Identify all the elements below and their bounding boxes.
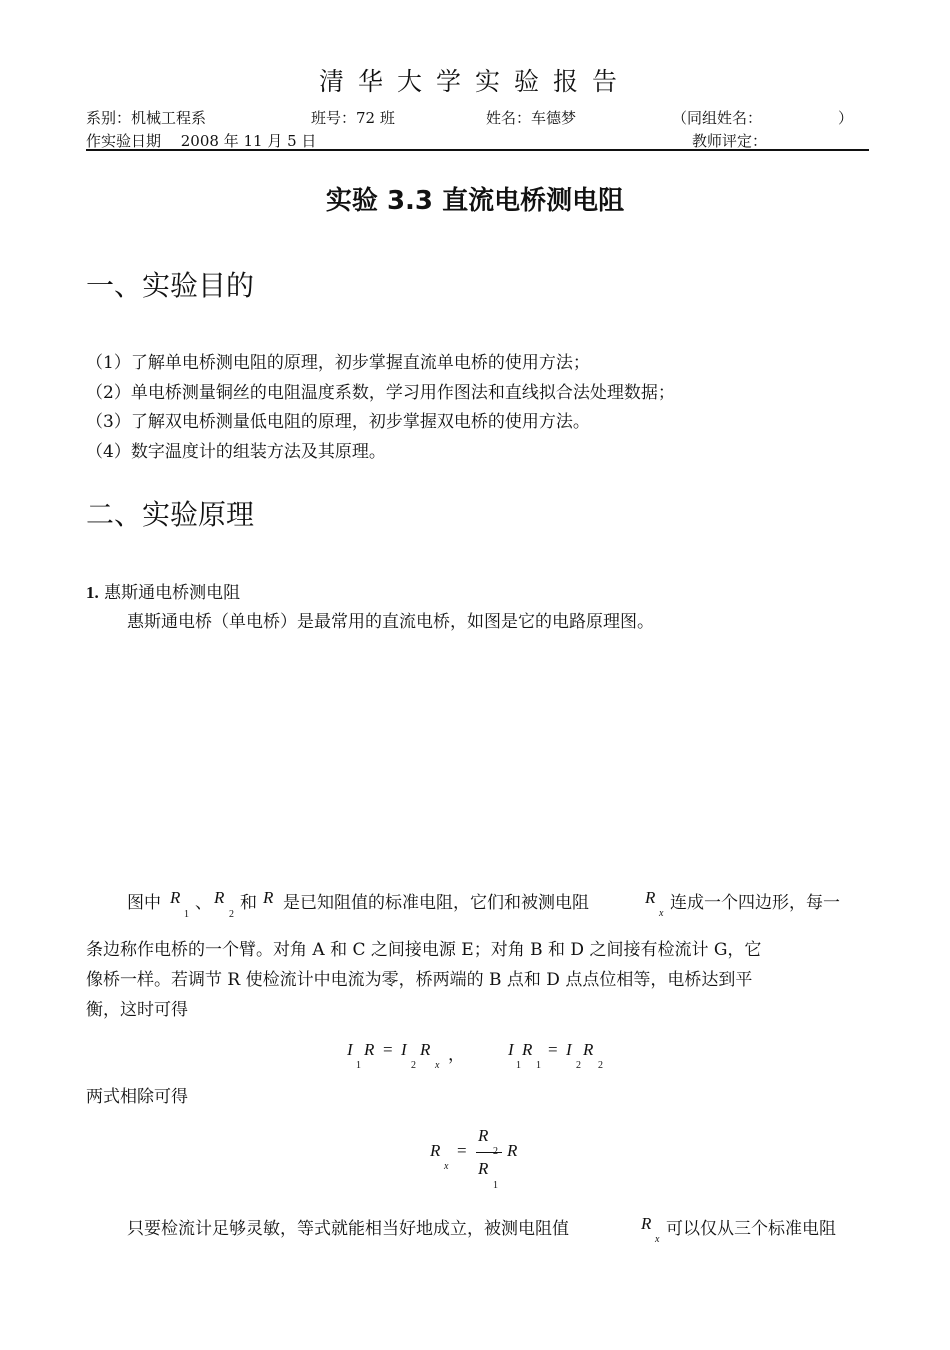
subsection-number: 1.: [86, 583, 99, 602]
para2-text-b: 可以仅从三个标准电阻: [666, 1219, 836, 1239]
eq2-I-sub: 1: [516, 1060, 521, 1071]
sym-Rx-sub: x: [659, 908, 664, 919]
name-label: 姓名：车德梦: [486, 109, 577, 127]
teacher-label: 教师评定：: [692, 132, 768, 150]
purpose-item-2: （2）单电桥测量铜丝的电阻温度系数，学习用作图法和直线拟合法处理数据；: [86, 383, 675, 403]
date-label: 作实验日期 2008 年 11 月 5 日: [86, 132, 317, 150]
subsection-heading: [86, 578, 240, 603]
eq1-Rx: R: [420, 1040, 431, 1059]
para1-text-e: 连成一个四边形，每一: [670, 893, 840, 913]
eq1-I1: I: [347, 1040, 353, 1059]
sym-Rx-2: R: [641, 1214, 652, 1233]
group-label: （同组姓名：: [672, 109, 763, 127]
eq2-R2-sub: 2: [598, 1060, 603, 1071]
intro-paragraph: 惠斯通电桥（单电桥）是最常用的直流电桥，如图是它的电路原理图。: [127, 612, 654, 632]
eq-separator: ，: [448, 1045, 465, 1064]
section-heading-purpose: 一、实验目的: [86, 269, 255, 302]
eq3-Rx-sub: x: [444, 1161, 449, 1172]
eq2-equals: =: [548, 1040, 558, 1059]
eq1-R: R: [364, 1040, 375, 1059]
eq2-R1: R: [522, 1040, 533, 1059]
eq3-num-R2: R: [478, 1126, 489, 1145]
header-rule: [86, 149, 869, 151]
eq3-den-R1-sub: 1: [493, 1180, 498, 1191]
eq2-R2: R: [583, 1040, 594, 1059]
eq3-num-R2-sub: 2: [493, 1146, 498, 1157]
para2-text-a: 只要检流计足够灵敏，等式就能相当好地成立，被测电阻值: [127, 1219, 569, 1239]
eq1-I2: I: [401, 1040, 407, 1059]
eq2-I: I: [508, 1040, 514, 1059]
class-label: 班号：72 班: [311, 109, 395, 127]
eq2-R1-sub: 1: [536, 1060, 541, 1071]
para1-line2: 条边称作电桥的一个臂。对角 A 和 C 之间接电源 E；对角 B 和 D 之间接有检流计 G，它: [86, 940, 762, 960]
sym-Rx-2-sub: x: [655, 1234, 660, 1245]
eq1-I1-sub: 1: [356, 1060, 361, 1071]
eq2-I2: I: [566, 1040, 572, 1059]
section-heading-principle: 二、实验原理: [86, 498, 255, 531]
purpose-item-4: （4）数字温度计的组装方法及其原理。: [86, 442, 386, 462]
divide-text: 两式相除可得: [86, 1087, 188, 1107]
experiment-title: 实验 3.3 直流电桥测电阻: [325, 186, 625, 216]
para1-text-b: 、: [195, 893, 212, 913]
purpose-item-1: （1）了解单电桥测电阻的原理，初步掌握直流单电桥的使用方法；: [86, 353, 590, 373]
para1-text-a: 图中: [127, 893, 161, 913]
sym-R: R: [263, 888, 274, 907]
eq3-R: R: [507, 1141, 518, 1160]
eq3-den-R1: R: [478, 1159, 489, 1178]
sym-R2-sub: 2: [229, 909, 234, 920]
subsection-title: 惠斯通电桥测电阻: [104, 583, 241, 603]
eq3-Rx: R: [430, 1141, 441, 1160]
fraction-bar: [476, 1152, 502, 1153]
para1-text-d: 是已知阻值的标准电阻，它们和被测电阻: [283, 893, 589, 913]
sym-R1: R: [170, 888, 181, 907]
department-label: 系别：机械工程系: [86, 109, 207, 127]
para1-line4: 衡，这时可得: [86, 1000, 188, 1020]
eq1-equals: =: [383, 1040, 393, 1059]
sym-R2: R: [214, 888, 225, 907]
eq2-I2-sub: 2: [576, 1060, 581, 1071]
para1-line3: 像桥一样。若调节 R 使检流计中电流为零，桥两端的 B 点和 D 点点位相等，电桥达到平: [86, 970, 753, 990]
eq3-equals: =: [457, 1141, 467, 1160]
eq1-I2-sub: 2: [411, 1060, 416, 1071]
para1-text-c: 和: [240, 893, 257, 913]
report-title: 清华大学实验报告: [318, 67, 631, 96]
purpose-item-3: （3）了解双电桥测量低电阻的原理，初步掌握双电桥的使用方法。: [86, 412, 590, 432]
eq1-Rx-sub: x: [435, 1060, 440, 1071]
sym-R1-sub: 1: [184, 909, 189, 920]
sym-Rx: R: [645, 888, 656, 907]
group-close: ）: [838, 109, 854, 127]
